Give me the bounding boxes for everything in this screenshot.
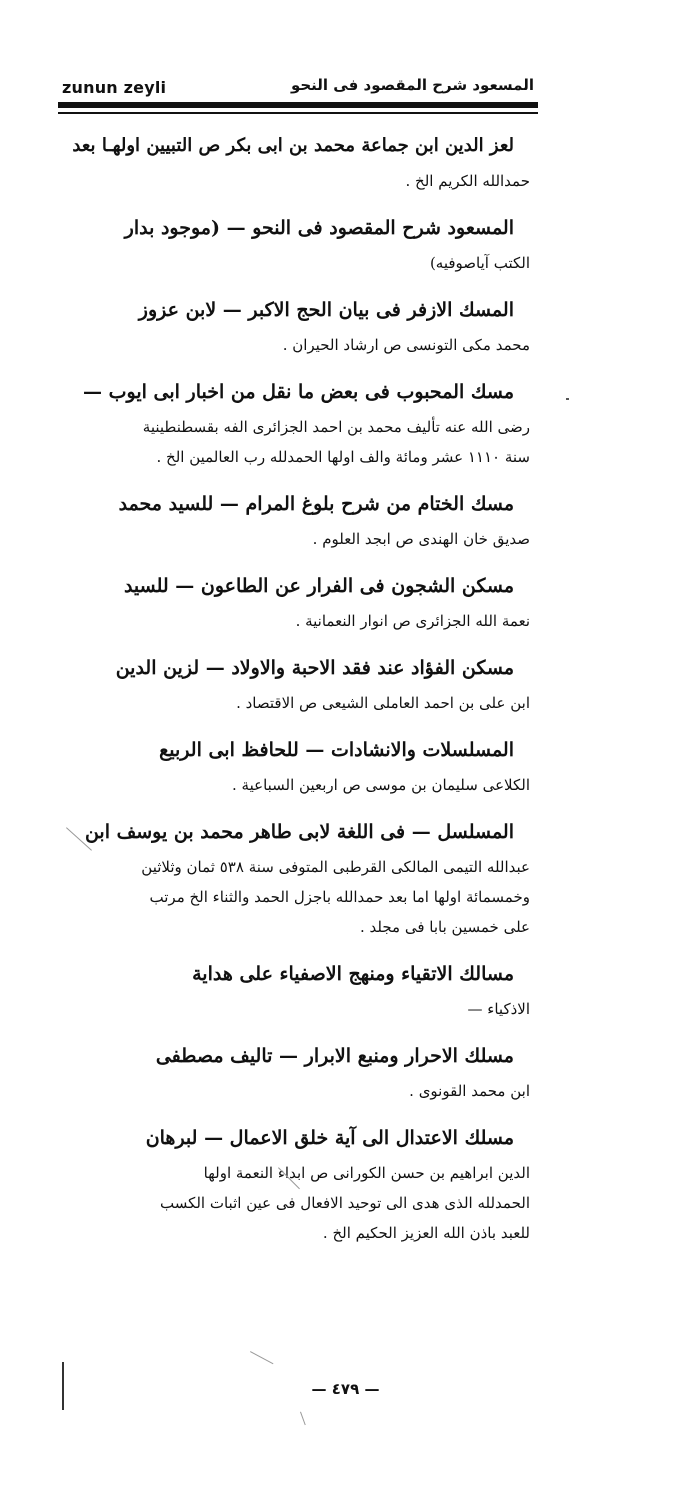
entry-text-line: الكتب آياصوفيه) (429, 254, 530, 272)
entry-text-line: صديق خان الهندى ص ابجد العلوم . (312, 530, 530, 548)
entry (70, 648, 530, 718)
entry-title-line: مسلك الاحرار ومنبع الابرار — تاليف مصطفى (155, 1045, 514, 1067)
running-header (62, 74, 536, 102)
entry (70, 566, 530, 636)
entry (70, 208, 530, 278)
entry-text-line: على خمسين بابا فى مجلد . (359, 918, 530, 936)
entry-title-line: مسكن الفؤاد عند فقد الاحبة والاولاد — لزين الدين (115, 657, 514, 679)
entry-title-line: لعز الدين ابن جماعة محمد بن ابى بكر ص التبيين اولهـا بعد (72, 135, 514, 156)
entry-text-line: سنة ١١١٠ عشر ومائة والف اولها الحمدلله رب العالمين الخ . (156, 448, 530, 466)
entry-text-line: حمدالله الكريم الخ . (405, 172, 530, 190)
page-number: — ٤٧٩ — (311, 1380, 380, 1398)
entry-text-line: الحمدلله الذى هدى الى توحيد الافعال فى عين اثبات الكسب (159, 1194, 530, 1212)
entry-text-line: ابن محمد القونوى . (409, 1082, 530, 1100)
entry-title-line: المسك الازفر فى بيان الحج الاكبر — لابن عزوز (138, 299, 514, 321)
entry-text-line: الكلاعى سليمان بن موسى ص اربعين السباعية . (232, 776, 530, 794)
entry-title-line: مسلك الاعتدال الى آية خلق الاعمال — لبرهان (145, 1127, 514, 1149)
entry-text-line: رضى الله عنه تأليف محمد بن احمد الجزائرى الفه بقسطنطينية (142, 418, 530, 436)
header-rule-thin (58, 112, 538, 114)
entry (70, 730, 530, 800)
header-rule-thick (58, 102, 538, 108)
entry-text-line: عبدالله التيمى المالكى القرطبى المتوفى سنة ٥٣٨ ثمان وثلاثين (141, 858, 530, 876)
pencil-mark (300, 1412, 306, 1425)
entry (70, 954, 530, 1024)
entry (70, 1036, 530, 1106)
entry (70, 1118, 530, 1248)
entry-text-line: الدين ابراهيم بن حسن الكورانى ص ابداء النعمة اولها (203, 1164, 530, 1182)
entry-text-line: للعبد باذن الله العزيز الحكيم الخ . (322, 1224, 530, 1242)
entry-title-line: مسالك الاتقياء ومنهج الاصفياء على هداية (192, 963, 514, 985)
entry-text-line: الاذكياء — (467, 1000, 530, 1018)
header-right-title: المسعود شرح المقصود فى النحو (290, 76, 534, 94)
entry-text-line: وخمسمائة اولها اما بعد حمدالله باجزل الحمد والثناء الخ مرتب (149, 888, 530, 906)
pencil-mark (250, 1351, 273, 1364)
entry (70, 290, 530, 360)
entry (70, 812, 530, 942)
entry-title-line: المسلسلات والانشادات — للحافظ ابى الربيع (159, 739, 514, 761)
entry-title-line: مسكن الشجون فى الفرار عن الطاعون — للسيد (123, 575, 514, 597)
entry (70, 372, 530, 472)
entry-title-line: مسك الختام من شرح بلوغ المرام — للسيد محمد (118, 493, 514, 515)
ink-speck (566, 398, 569, 400)
header-left-title: zunun zeyli (62, 78, 167, 97)
entry-title-line: مسك المحبوب فى بعض ما نقل من اخبار ابى ايوب — (83, 381, 514, 403)
entry-text-line: نعمة الله الجزائرى ص انوار النعمانية . (295, 612, 530, 630)
entry-text-line: ابن على بن احمد العاملى الشيعى ص الاقتصاد . (236, 694, 530, 712)
margin-mark (62, 1362, 64, 1410)
entry (70, 126, 530, 196)
entry (70, 484, 530, 554)
entries-list (70, 126, 530, 1260)
entry-title-line: المسلسل — فى اللغة لابى طاهر محمد بن يوسف ابن (84, 821, 514, 843)
entry-text-line: محمد مكى التونسى ص ارشاد الحيران . (282, 336, 530, 354)
entry-title-line: المسعود شرح المقصود فى النحو — (موجود بدار (124, 217, 514, 239)
